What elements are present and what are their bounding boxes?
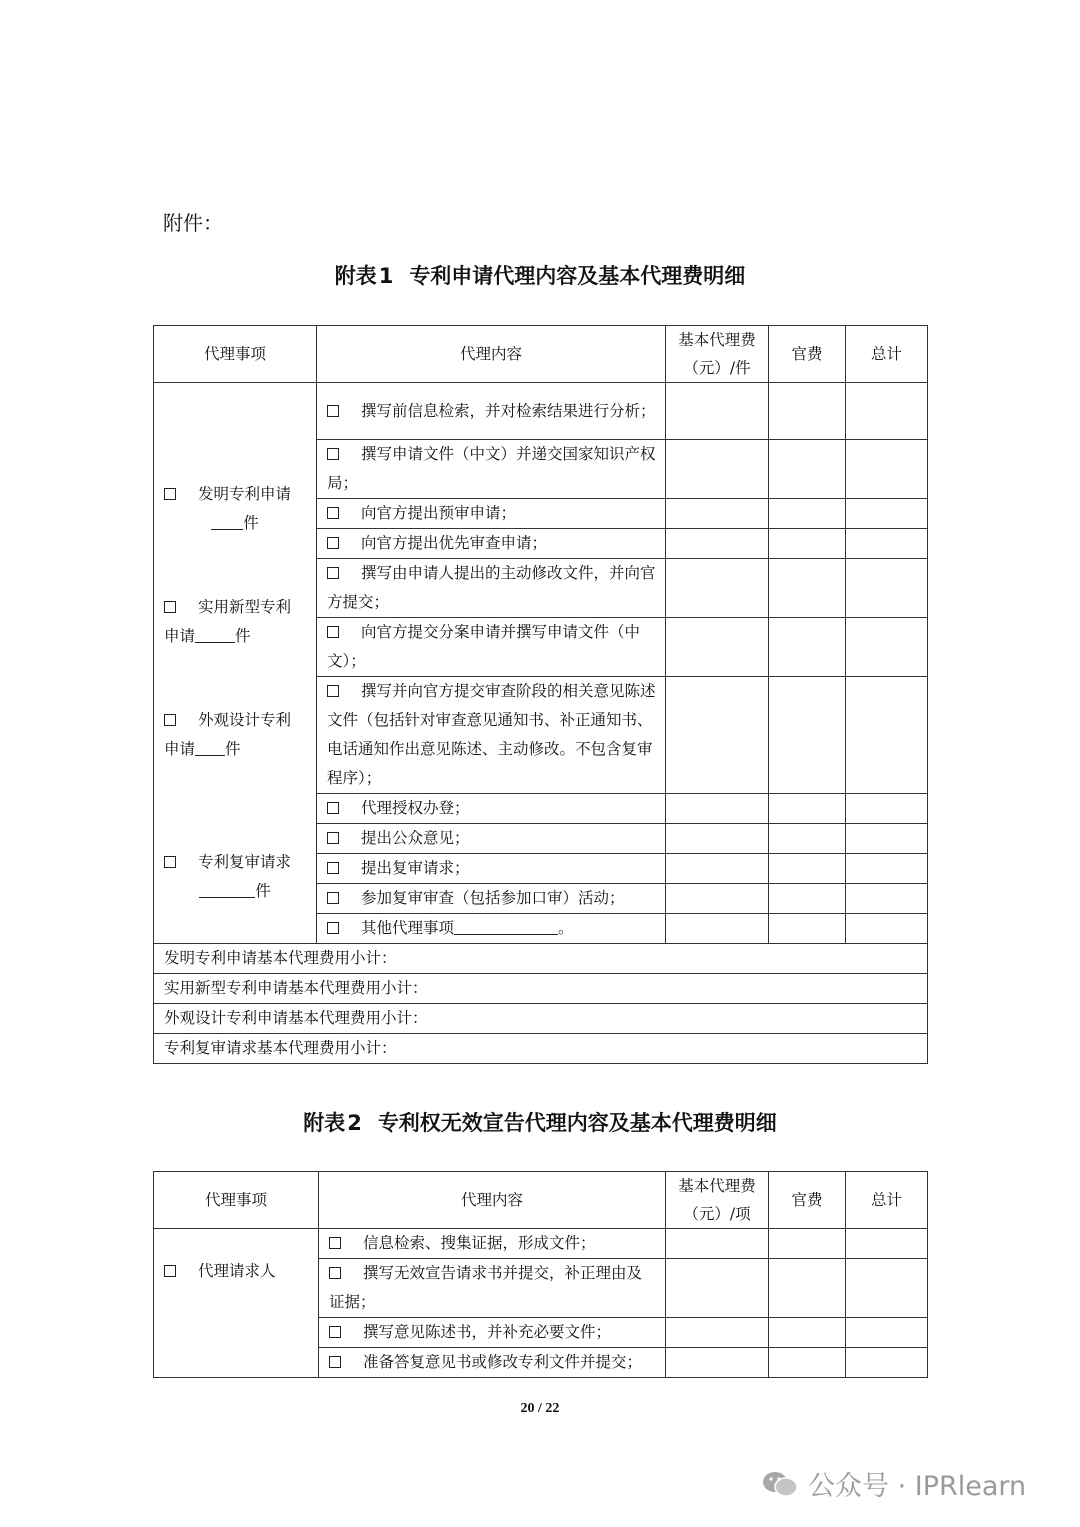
table2-title [0, 1107, 1080, 1137]
official-cell[interactable] [769, 1348, 846, 1378]
fee-cell[interactable] [666, 559, 769, 618]
checkbox[interactable] [327, 626, 339, 638]
official-cell[interactable] [769, 1229, 846, 1259]
count-blank[interactable] [199, 897, 255, 898]
official-cell[interactable] [769, 499, 846, 529]
checkbox[interactable] [327, 832, 339, 844]
official-cell[interactable] [769, 824, 846, 854]
watermark [760, 1464, 1026, 1503]
fee-cell[interactable] [666, 854, 769, 884]
total-cell[interactable] [846, 854, 928, 884]
header-total: 总计 [846, 1172, 928, 1229]
row-text: 向官方提出优先审查申请； [361, 534, 548, 552]
subtotal-cell: 外观设计专利申请基本代理费用小计： [154, 1004, 928, 1034]
total-cell[interactable] [846, 824, 928, 854]
row-text: 撰写意见陈述书，并补充必要文件； [363, 1323, 612, 1341]
header-fee-line1: 基本代理费 [678, 1177, 756, 1195]
fee-cell[interactable] [666, 1348, 769, 1378]
fee-cell[interactable] [666, 383, 769, 440]
table-row [154, 1229, 928, 1259]
other-blank[interactable] [454, 934, 558, 935]
official-cell[interactable] [769, 1318, 846, 1348]
content-cell [317, 559, 666, 618]
content-cell [317, 794, 666, 824]
items-cell [154, 383, 317, 944]
content-cell [319, 1318, 666, 1348]
content-cell [319, 1348, 666, 1378]
header-content: 代理内容 [319, 1172, 666, 1229]
item-suffix: 件 [225, 740, 241, 758]
official-cell[interactable] [769, 440, 846, 499]
row-text: 代理授权办登； [361, 799, 470, 817]
content-cell [317, 854, 666, 884]
item-invention [164, 480, 306, 538]
fee-cell[interactable] [666, 824, 769, 854]
header-content: 代理内容 [317, 326, 666, 383]
table2-title-text: 专利权无效宣告代理内容及基本代理费明细 [377, 1111, 777, 1135]
table1-header-row [154, 326, 928, 383]
checkbox[interactable] [329, 1356, 341, 1368]
table1-title [0, 260, 1080, 290]
table1-title-number: 1 [378, 264, 394, 288]
row-text: 提出复审请求； [361, 859, 470, 877]
subtotal-row [154, 974, 928, 1004]
item-reexam-label: 专利复审请求 [198, 853, 292, 871]
fee-cell[interactable] [666, 1229, 769, 1259]
official-cell[interactable] [769, 383, 846, 440]
total-cell[interactable] [846, 1229, 928, 1259]
checkbox[interactable] [164, 1265, 176, 1277]
header-total: 总计 [846, 326, 928, 383]
content-cell [317, 677, 666, 794]
table2-header-row [154, 1172, 928, 1229]
header-fee [666, 1172, 769, 1229]
checkbox[interactable] [327, 862, 339, 874]
official-cell[interactable] [769, 1259, 846, 1318]
official-cell[interactable] [769, 794, 846, 824]
official-cell[interactable] [769, 529, 846, 559]
fee-cell[interactable] [666, 884, 769, 914]
row-text: 撰写由申请人提出的主动修改文件，并向官方提交； [327, 564, 656, 611]
total-cell[interactable] [846, 440, 928, 499]
checkbox[interactable] [327, 567, 339, 579]
header-fee-line2: （元）/件 [683, 359, 751, 377]
table1 [153, 325, 928, 1064]
fee-cell[interactable] [666, 499, 769, 529]
total-cell[interactable] [846, 677, 928, 794]
table2-title-number: 2 [347, 1111, 362, 1135]
content-cell [317, 824, 666, 854]
total-cell[interactable] [846, 794, 928, 824]
official-cell[interactable] [769, 884, 846, 914]
content-cell [319, 1259, 666, 1318]
item-invention-label: 发明专利申请 [198, 485, 292, 503]
row-text: 撰写前信息检索，并对检索结果进行分析； [361, 401, 656, 420]
total-cell[interactable] [846, 499, 928, 529]
item-utility [164, 593, 306, 651]
total-cell[interactable] [846, 914, 928, 944]
other-suffix: 。 [558, 919, 574, 937]
row-text: 信息检索、搜集证据，形成文件； [363, 1234, 596, 1252]
subtotal-row [154, 1034, 928, 1064]
page-number: 20 / 22 [520, 1401, 560, 1416]
item-requester-label: 代理请求人 [198, 1262, 276, 1280]
item-design-label: 外观设计专利申请 [164, 711, 292, 758]
count-blank[interactable] [195, 755, 225, 756]
header-item: 代理事项 [154, 326, 317, 383]
row-text: 准备答复意见书或修改专利文件并提交； [363, 1353, 643, 1371]
row-text: 向官方提交分案申请并撰写申请文件（中文）； [327, 623, 641, 670]
content-cell [317, 440, 666, 499]
header-fee-line1: 基本代理费 [678, 331, 756, 349]
count-blank[interactable] [195, 642, 235, 643]
subtotal-cell: 专利复审请求基本代理费用小计： [154, 1034, 928, 1064]
official-cell[interactable] [769, 914, 846, 944]
total-cell[interactable] [846, 1348, 928, 1378]
header-fee [666, 326, 769, 383]
header-official: 官费 [769, 326, 846, 383]
checkbox[interactable] [164, 601, 176, 613]
fee-cell[interactable] [666, 794, 769, 824]
content-cell [317, 884, 666, 914]
table1-title-prefix: 附表 [334, 264, 377, 288]
checkbox[interactable] [329, 1267, 341, 1279]
checkbox[interactable] [327, 802, 339, 814]
row-text: 其他代理事项 [361, 919, 455, 937]
header-fee-line2: （元）/项 [683, 1205, 751, 1223]
checkbox[interactable] [327, 922, 339, 934]
fee-cell[interactable] [666, 529, 769, 559]
content-cell [319, 1229, 666, 1259]
total-cell[interactable] [846, 559, 928, 618]
item-requester-cell [154, 1229, 319, 1378]
fee-cell[interactable] [666, 1318, 769, 1348]
watermark-text: 公众号 · IPRlearn [808, 1471, 1027, 1502]
checkbox[interactable] [327, 448, 339, 460]
checkbox[interactable] [327, 892, 339, 904]
checkbox[interactable] [327, 405, 339, 417]
header-official: 官费 [769, 1172, 846, 1229]
row-text: 撰写申请文件（中文）并递交国家知识产权局； [327, 445, 656, 492]
checkbox[interactable] [164, 714, 176, 726]
wechat-icon [760, 1469, 800, 1499]
row-text: 撰写无效宣告请求书并提交，补正理由及证据； [329, 1264, 643, 1311]
count-blank[interactable] [211, 529, 243, 530]
total-cell[interactable] [846, 383, 928, 440]
attachment-label: 附件： [163, 211, 223, 235]
checkbox[interactable] [327, 537, 339, 549]
total-cell[interactable] [846, 529, 928, 559]
item-suffix: 件 [255, 882, 271, 900]
item-reexam [164, 848, 306, 906]
total-cell[interactable] [846, 618, 928, 677]
content-cell [317, 499, 666, 529]
fee-cell[interactable] [666, 914, 769, 944]
official-cell[interactable] [769, 618, 846, 677]
subtotal-cell: 发明专利申请基本代理费用小计： [154, 944, 928, 974]
header-item: 代理事项 [154, 1172, 319, 1229]
official-cell[interactable] [769, 559, 846, 618]
total-cell[interactable] [846, 1318, 928, 1348]
fee-cell[interactable] [666, 677, 769, 794]
checkbox[interactable] [329, 1237, 341, 1249]
table1-title-text: 专利申请代理内容及基本代理费明细 [409, 264, 746, 288]
total-cell[interactable] [846, 1259, 928, 1318]
row-text: 向官方提出预审申请； [361, 504, 517, 522]
fee-cell[interactable] [666, 440, 769, 499]
row-text: 提出公众意见； [361, 829, 470, 847]
checkbox[interactable] [164, 856, 176, 868]
row-text: 撰写并向官方提交审查阶段的相关意见陈述文件（包括针对审查意见通知书、补正通知书、电话通知作出意见陈述、主动修改。不包含复审程序）； [327, 682, 656, 787]
fee-cell[interactable] [666, 1259, 769, 1318]
subtotal-row [154, 1004, 928, 1034]
table-row [154, 383, 928, 440]
table2 [153, 1171, 928, 1378]
item-design [164, 706, 306, 764]
table2-title-prefix: 附表 [303, 1111, 346, 1135]
official-cell[interactable] [769, 854, 846, 884]
checkbox[interactable] [164, 488, 176, 500]
content-cell [317, 383, 666, 440]
checkbox[interactable] [327, 507, 339, 519]
content-cell [317, 529, 666, 559]
checkbox[interactable] [327, 685, 339, 697]
official-cell[interactable] [769, 677, 846, 794]
item-suffix: 件 [235, 627, 251, 645]
fee-cell[interactable] [666, 618, 769, 677]
content-cell [317, 618, 666, 677]
subtotal-row [154, 944, 928, 974]
total-cell[interactable] [846, 884, 928, 914]
content-cell [317, 914, 666, 944]
checkbox[interactable] [329, 1326, 341, 1338]
row-text: 参加复审审查（包括参加口审）活动； [361, 889, 625, 907]
subtotal-cell: 实用新型专利申请基本代理费用小计： [154, 974, 928, 1004]
item-utility-label: 实用新型专利申请 [164, 598, 292, 645]
item-suffix: 件 [243, 514, 259, 532]
